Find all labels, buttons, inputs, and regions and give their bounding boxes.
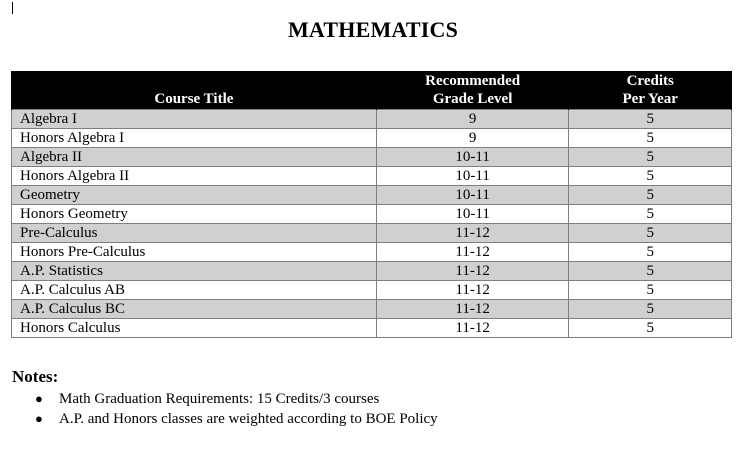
credits-cell: 5 bbox=[569, 319, 732, 338]
table-row bbox=[12, 243, 732, 262]
grade-level-cell: 10-11 bbox=[376, 148, 569, 167]
table-row bbox=[12, 205, 732, 224]
credits-cell: 5 bbox=[569, 129, 732, 148]
grade-level-cell: 9 bbox=[376, 110, 569, 129]
credits-cell: 5 bbox=[569, 224, 732, 243]
credits-cell: 5 bbox=[569, 205, 732, 224]
table-row bbox=[12, 224, 732, 243]
grade-level-cell: 9 bbox=[376, 129, 569, 148]
notes-section bbox=[12, 367, 732, 429]
note-item bbox=[12, 409, 732, 429]
course-title-cell: Honors Algebra II bbox=[12, 167, 377, 186]
header-course-title: Course Title bbox=[12, 71, 377, 110]
page-title: MATHEMATICS bbox=[287, 17, 459, 42]
course-title-cell: Honors Algebra I bbox=[12, 129, 377, 148]
table-row bbox=[12, 129, 732, 148]
credits-cell: 5 bbox=[569, 167, 732, 186]
credits-cell: 5 bbox=[569, 281, 732, 300]
table-row bbox=[12, 319, 732, 338]
table-row bbox=[12, 110, 732, 129]
note-text: Math Graduation Requirements: 15 Credits/3 courses bbox=[59, 391, 380, 407]
grade-level-cell: 11-12 bbox=[376, 281, 569, 300]
grade-level-cell: 11-12 bbox=[376, 319, 569, 338]
course-title-cell: Geometry bbox=[12, 186, 377, 205]
note-item bbox=[12, 389, 732, 409]
bullet-icon: ● bbox=[35, 411, 43, 426]
course-title-cell: Algebra II bbox=[12, 148, 377, 167]
course-title-cell: A.P. Calculus AB bbox=[12, 281, 377, 300]
note-text: A.P. and Honors classes are weighted according to BOE Policy bbox=[59, 411, 438, 427]
table-row bbox=[12, 281, 732, 300]
course-title-cell: A.P. Statistics bbox=[12, 262, 377, 281]
grade-level-cell: 11-12 bbox=[376, 300, 569, 319]
notes-heading: Notes: bbox=[12, 367, 59, 386]
table-row bbox=[12, 262, 732, 281]
grade-level-cell: 11-12 bbox=[376, 262, 569, 281]
grade-level-cell: 11-12 bbox=[376, 224, 569, 243]
grade-level-cell: 11-12 bbox=[376, 243, 569, 262]
course-table bbox=[11, 71, 732, 338]
table-header-row bbox=[12, 71, 732, 110]
bullet-icon: ● bbox=[35, 391, 43, 406]
course-title-cell: Honors Geometry bbox=[12, 205, 377, 224]
credits-cell: 5 bbox=[569, 148, 732, 167]
notes-list bbox=[12, 389, 732, 429]
course-title-cell: A.P. Calculus BC bbox=[12, 300, 377, 319]
credits-cell: 5 bbox=[569, 262, 732, 281]
course-title-cell: Honors Calculus bbox=[12, 319, 377, 338]
header-grade-level: Recommended Grade Level bbox=[376, 71, 569, 110]
grade-level-cell: 10-11 bbox=[376, 167, 569, 186]
course-title-cell: Algebra I bbox=[12, 110, 377, 129]
table-row bbox=[12, 148, 732, 167]
grade-level-cell: 10-11 bbox=[376, 186, 569, 205]
credits-cell: 5 bbox=[569, 243, 732, 262]
text-cursor bbox=[12, 2, 13, 14]
course-title-cell: Pre-Calculus bbox=[12, 224, 377, 243]
table-row bbox=[12, 167, 732, 186]
course-title-cell: Honors Pre-Calculus bbox=[12, 243, 377, 262]
credits-cell: 5 bbox=[569, 110, 732, 129]
credits-cell: 5 bbox=[569, 300, 732, 319]
credits-cell: 5 bbox=[569, 186, 732, 205]
table-row bbox=[12, 300, 732, 319]
header-credits-per-year: Credits Per Year bbox=[569, 71, 732, 110]
grade-level-cell: 10-11 bbox=[376, 205, 569, 224]
table-row bbox=[12, 186, 732, 205]
